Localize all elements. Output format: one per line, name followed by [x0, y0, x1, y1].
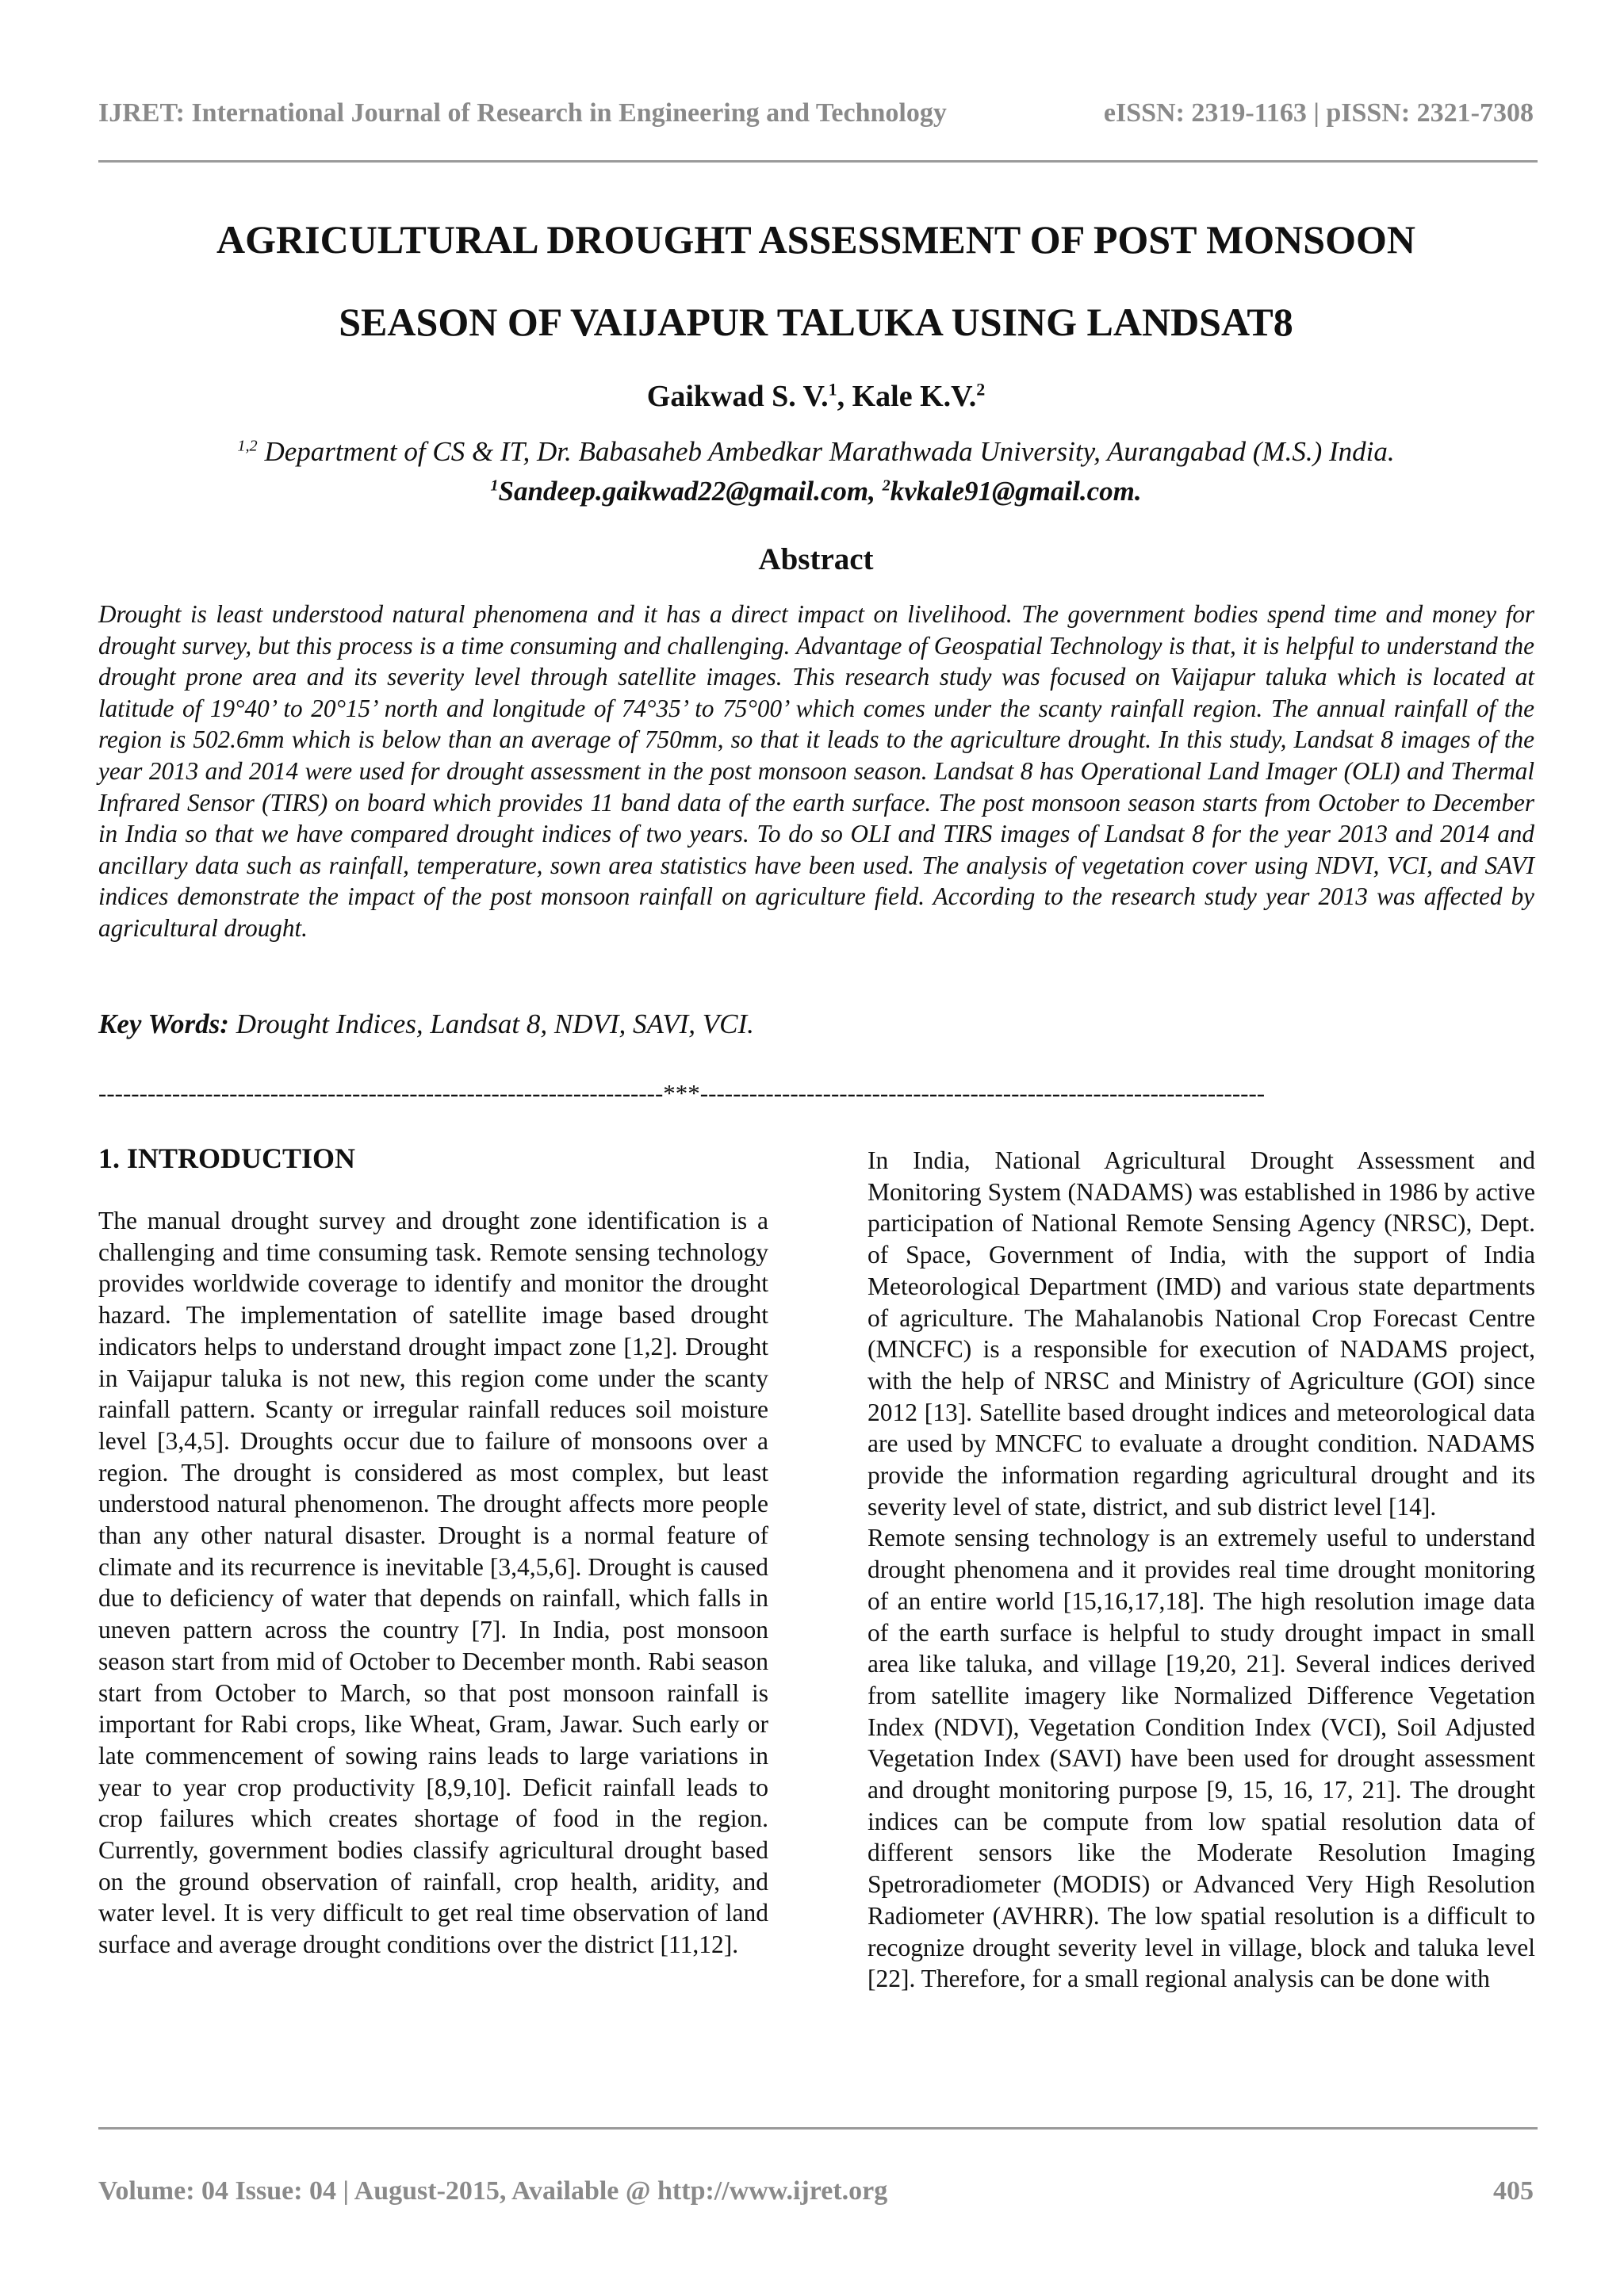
page-number: 405 [1493, 2176, 1534, 2206]
keywords-text: Drought Indices, Landsat 8, NDVI, SAVI, VCI. [228, 1008, 754, 1039]
right-paragraph-2: Remote sensing technology is an extremely useful to understand drought phenomena and it provides real time drought monitoring of an entire world [15,16,17,18]. The high resolution image data of the earth surface is helpful to study drought impact in small area like taluka, and village [19,20, 21]. Several indices derived from satellite imagery like Normalized Difference Vegetation Index (NDVI), Vegetation Condition Index (VCI), Soil Adjusted Vegetation Index (SAVI) have been used for drought assessment and drought monitoring purpose [9, 15, 16, 17, 21]. The drought indices can be compute from low spatial resolution data of different sensors like the Moderate Resolution Imaging Spetroradiometer (MODIS) or Advanced Very High Resolution Radiometer (AVHRR). The low spatial resolution is a difficult to recognize drought severity level in village, block and taluka level [22]. Therefore, for a small regional analysis can be done with [868, 1524, 1535, 1993]
author-list [98, 379, 1534, 414]
keywords-label: Key Words: [98, 1008, 229, 1039]
keywords [98, 1008, 1534, 1040]
paper-title [98, 198, 1534, 363]
running-footer [98, 2176, 1534, 2206]
footer-rule [98, 2127, 1538, 2130]
abstract-heading: Abstract [758, 542, 874, 576]
author-emails [98, 476, 1534, 507]
journal-name: IJRET: International Journal of Research in Engineering and Technology [98, 98, 947, 128]
affiliation-text: Department of CS & IT, Dr. Babasaheb Ambedkar Marathwada University, Aurangabad (M.S.) India. [257, 436, 1395, 467]
author-2: Kale K.V. [852, 380, 977, 413]
volume-info: Volume: 04 Issue: 04 | August-2015, Available @ http://www.ijret.org [98, 2176, 888, 2206]
introduction-paragraph: The manual drought survey and drought zone identification is a challenging and time consuming task. Remote sensing technology provides worldwide coverage to identify and monitor the drought hazard. The implementation of satellite image based drought indicators helps to understand drought impact zone [1,2]. Drought in Vaijapur taluka is not new, this region come under the scanty rainfall pattern. Scanty or irregular rainfall reduces soil moisture level [3,4,5]. Droughts occur due to failure of monsoons over a region. The drought is considered as most complex, but least understood natural phenomenon. The drought affects more people than any other natural disaster. Drought is a normal feature of climate and its recurrence is inevitable [3,4,5,6]. Drought is caused due to deficiency of water that depends on rainfall, which falls in uneven pattern across the country [7]. In India, post monsoon season start from mid of October to December month. Rabi season start from October to March, so that post monsoon rainfall is important for Rabi crops, like Wheat, Gram, Jawar. Such early or late commencement of sowing rains leads to large variations in year to year crop productivity [8,9,10]. Deficit rainfall leads to crop failures which creates shortage of food in the region. Currently, government bodies classify agricultural drought based on the ground observation of rainfall, crop health, aridity, and water level. It is very difficult to get real time observation of land surface and average drought conditions over the district [11,12]. [98, 1207, 768, 1959]
running-header [98, 98, 1534, 128]
affiliation [98, 436, 1534, 468]
issn: eISSN: 2319-1163 | pISSN: 2321-7308 [1103, 98, 1534, 128]
header-rule [98, 160, 1538, 163]
title-line-2: SEASON OF VAIJAPUR TALUKA USING LANDSAT8 [339, 300, 1293, 344]
author-1: Gaikwad S. V. [646, 380, 829, 413]
email-1[interactable]: Sandeep.gaikwad22@gmail.com [498, 476, 869, 507]
email-1-marker: 1 [490, 476, 499, 495]
affiliation-marker: 1,2 [237, 437, 258, 455]
right-paragraph-1: In India, National Agricultural Drought Assessment and Monitoring System (NADAMS) was established in 1986 by active participation of National Remote Sensing Agency (NRSC), Dept. of Space, Government of India, with the support of India Meteorological Department (IMD) and various state departments of agriculture. The Mahalanobis National Crop Forecast Centre (MNCFC) is a responsible for execution of NADAMS project, with the help of NRSC and Ministry of Agriculture (GOI) since 2012 [13]. Satellite based drought indices and meteorological data are used by MNCFC to evaluate a drought condition. NADAMS provide the information regarding agricultural drought and its severity level of state, district, and sub district level [14]. [868, 1146, 1535, 1521]
author-1-affil-marker: 1 [828, 379, 837, 400]
email-2[interactable]: kvkale91@gmail.com. [890, 476, 1142, 507]
email-2-marker: 2 [882, 476, 891, 495]
title-line-1: AGRICULTURAL DROUGHT ASSESSMENT OF POST MONSOON [216, 217, 1415, 262]
abstract-body: Drought is least understood natural phenomena and it has a direct impact on livelihood. The government bodies spend time and money for drought survey, but this process is a time consuming and challenging. Advantage of Geospatial Technology is that, it is helpful to understand the drought prone area and its severity level through satellite images. This research study was focused on Vaijapur taluka which is located at latitude of 19°40’ to 20°15’ north and longitude of 74°35’ to 75°00’ which comes under the scanty rainfall region. The annual rainfall of the region is 502.6mm which is below than an average of 750mm, so that it leads to the agriculture drought. In this study, Landsat 8 images of the year 2013 and 2014 were used for drought assessment in the post monsoon season. Landsat 8 has Operational Land Imager (OLI) and Thermal Infrared Sensor (TIRS) on board which provides 11 band data of the earth surface. The post monsoon season starts from October to December in India so that we have compared drought indices of two years. To do so OLI and TIRS images of Landsat 8 for the year 2013 and 2014 and ancillary data such as rainfall, temperature, sown area statistics have been used. The analysis of vegetation cover using NDVI, VCI, and SAVI indices demonstrate the impact of the post monsoon rainfall on agriculture field. According to the research study year 2013 was affected by agricultural drought. [98, 600, 1534, 942]
email-separator: , [868, 476, 883, 507]
author-2-affil-marker: 2 [976, 379, 986, 400]
right-column [868, 1145, 1535, 1995]
introduction-heading: 1. INTRODUCTION [98, 1142, 356, 1174]
author-separator: , [837, 380, 852, 413]
section-separator: ---------------------------------------------------------------------***--------------------------------------------------------------------- [98, 1079, 1266, 1107]
left-column [98, 1142, 768, 1961]
